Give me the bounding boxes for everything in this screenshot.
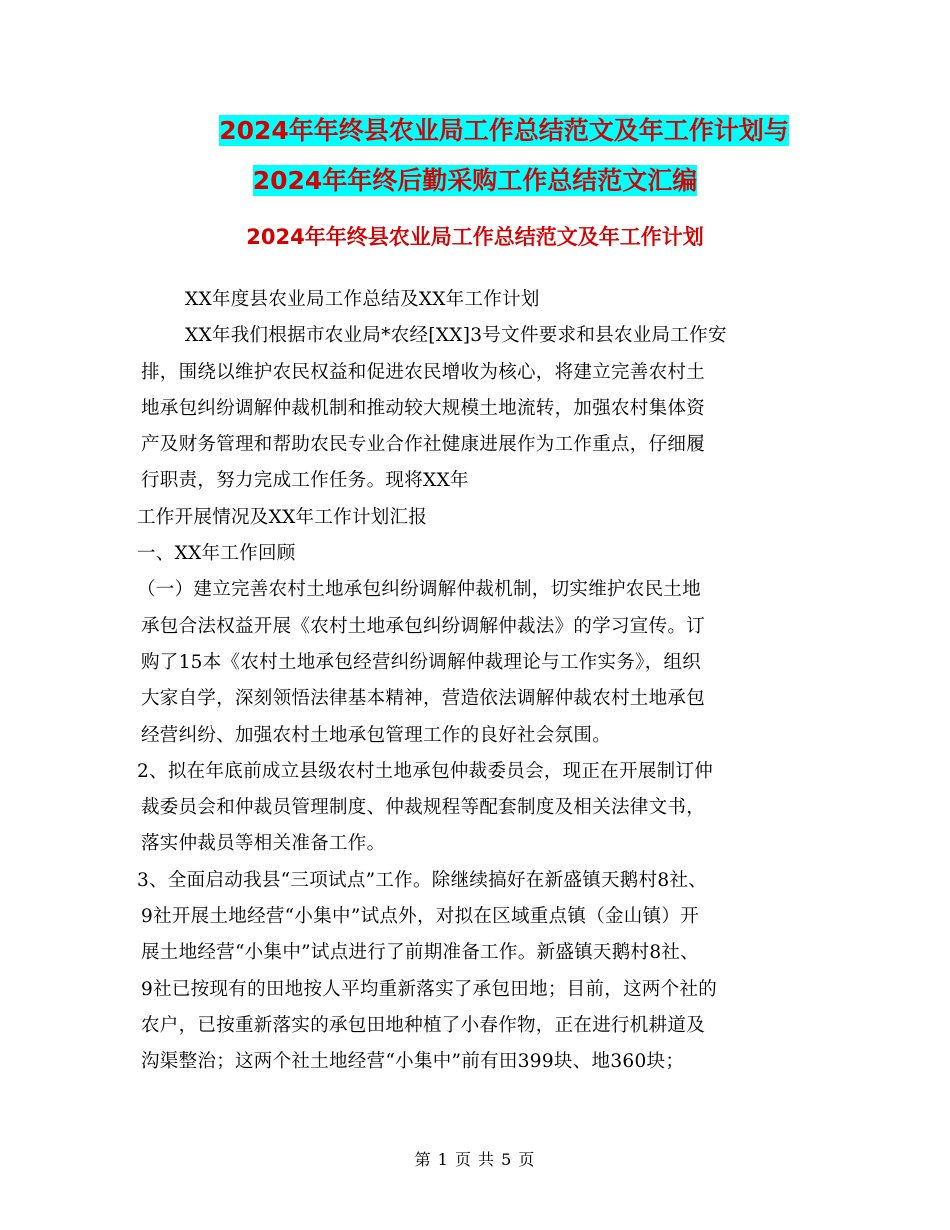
body-line: 地承包纠纷调解仲裁机制和推动较大规模土地流转，加强农村集体资 (141, 397, 706, 419)
body-line: 行职责，努力完成工作任务。现将XX年 (141, 470, 469, 492)
body-line: 展土地经营“小集中”试点进行了前期准备工作。新盛镇天鹅村8社、 (141, 942, 699, 964)
body-line: XX年我们根据市农业局*农经[XX]3号文件要求和县农业局工作安 (185, 325, 727, 347)
body-line: 工作开展情况及XX年工作计划汇报 (137, 506, 428, 528)
body-line: 排，围绕以维护农民权益和促进农民增收为核心，将建立完善农村土 (141, 361, 706, 383)
title-line-1 (0, 106, 950, 156)
body-line: 产及财务管理和帮助农民专业合作社健康进展作为工作重点，仔细履 (141, 434, 706, 456)
body-line: 一、XX年工作回顾 (137, 543, 296, 565)
title-line-1-text: 2024年年终县农业局工作总结范文及年工作计划与 (219, 116, 789, 145)
body-line: 9社开展土地经营“小集中”试点外，对拟在区域重点镇（金山镇）开 (141, 906, 699, 928)
page-footer: 第 1 页 共 5 页 (414, 1150, 536, 1169)
body-line: 经营纠纷、加强农村土地承包管理工作的良好社会氛围。 (141, 724, 612, 746)
body-line: 承包合法权益开展《农村土地承包纠纷调解仲裁法》的学习宣传。订 (141, 615, 706, 637)
body-text (137, 282, 813, 1081)
body-line: XX年度县农业局工作总结及XX年工作计划 (185, 289, 540, 310)
body-line: 9社已按现有的田地按人平均重新落实了承包田地；目前，这两个社的 (141, 978, 718, 1000)
title-line-2-text: 2024年年终后勤采购工作总结范文汇编 (252, 166, 698, 195)
document-title (0, 106, 950, 206)
section-title: 2024年年终县农业局工作总结范文及年工作计划 (246, 225, 704, 249)
body-line: 大家自学，深刻领悟法律基本精神，营造依法调解仲裁农村土地承包 (141, 688, 706, 710)
body-line: 沟渠整治；这两个社土地经营“小集中”前有田399块、地360块； (141, 1051, 685, 1073)
body-line: （一）建立完善农村土地承包纠纷调解仲裁机制，切实维护农民土地 (137, 579, 702, 601)
body-line: 落实仲裁员等相关准备工作。 (141, 833, 386, 855)
title-line-2 (0, 156, 950, 206)
body-line: 3、全面启动我县“三项试点”工作。除继续搞好在新盛镇天鹅村8社、 (137, 869, 708, 891)
body-line: 裁委员会和仲裁员管理制度、仲裁规程等配套制度及相关法律文书， (141, 797, 706, 819)
body-line: 农户，已按重新落实的承包田地种植了小春作物，正在进行机耕道及 (141, 1014, 706, 1036)
body-line: 2、拟在年底前成立县级农村土地承包仲裁委员会，现正在开展制订仲 (137, 760, 714, 782)
body-line: 购了15本《农村土地承包经营纠纷调解仲裁理论与工作实务》，组织 (141, 651, 702, 673)
